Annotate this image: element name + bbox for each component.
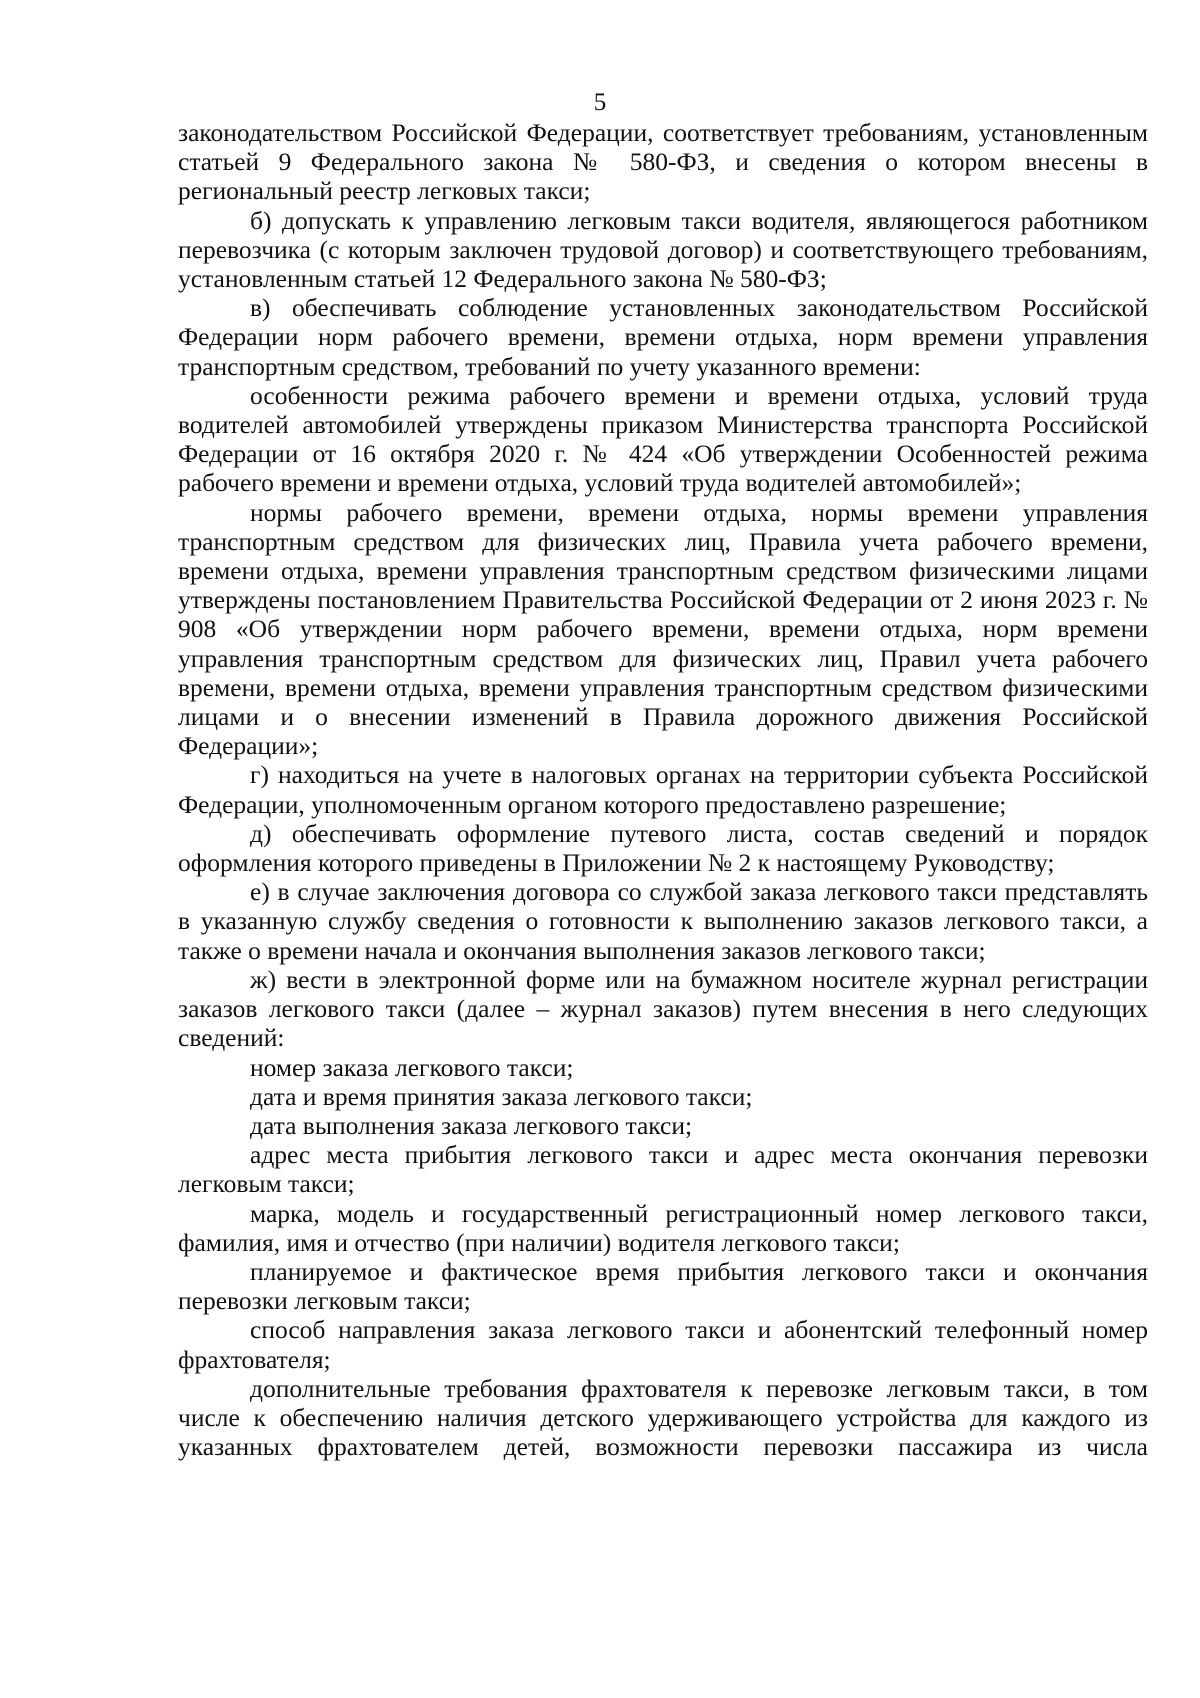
paragraph-item-zh: ж) вести в электронной форме или на бумажном носителе журнал регистрации заказов легкового такси (далее – журнал заказов) путем внесения в него следующих сведений: (178, 964, 1148, 1053)
list-item-order-method: способ направления заказа легкового такси и абонентский телефонный номер фрахтователя; (178, 1315, 1148, 1374)
paragraph-item-v: в) обеспечивать соблюдение установленных законодательством Российской Федерации норм рабочего времени, времени отдыха, норм времени управления транспортным средством, требований по учету указанного времени: (178, 293, 1148, 381)
paragraph-item-e: е) в случае заключения договора со службой заказа легкового такси представлять в указанную службу сведения о готовности к выполнению заказов легкового такси, а также о времени начала и окончания выполнения заказов легкового такси; (178, 877, 1148, 965)
paragraph-driver-work-regime: особенности режима рабочего времени и времени отдыха, условий труда водителей автомобилей утверждены приказом Министерства транспорта Российской Федерации от 16 октября 2020 г. № 424 «Об утверждении Особенностей режима рабочего времени и времени отдыха, условий труда водителей автомобилей»; (178, 380, 1148, 498)
list-item-completion-date: дата выполнения заказа легкового такси; (250, 1110, 693, 1140)
paragraph-item-g: г) находиться на учете в налоговых органах на территории субъекта Российской Федерации, уполномоченным органом которого предоставлено разрешение; (178, 760, 1148, 819)
paragraph-item-b: б) допускать к управлению легковым такси водителя, являющегося работником перевозчика (с которым заключен трудовой договор) и соответствующего требованиям, установленным статьей 12 Федерального закона № 580-ФЗ; (178, 205, 1148, 294)
paragraph-continuation: законодательством Российской Федерации, соответствует требованиям, установленным статьей 9 Федерального закона № 580-ФЗ, и сведения о котором внесены в региональный реестр легковых такси; (178, 118, 1148, 206)
page-number: 5 (593, 89, 607, 116)
list-item-additional-requirements: дополнительные требования фрахтователя к перевозке легковым такси, в том числе к обеспечению наличия детского удерживающего устройства для каждого из указанных фрахтователем детей, возможности перевозки пассажира из числа (178, 1373, 1148, 1462)
list-item-arrival-times: планируемое и фактическое время прибытия легкового такси и окончания перевозки легковым такси; (178, 1256, 1148, 1316)
list-item-order-datetime: дата и время принятия заказа легкового такси; (250, 1081, 753, 1111)
paragraph-item-d: д) обеспечивать оформление путевого листа, состав сведений и порядок оформления которого приведены в Приложении № 2 к настоящему Руководству; (178, 818, 1148, 878)
list-item-addresses: адрес места прибытия легкового такси и адрес места окончания перевозки легковым такси; (178, 1140, 1148, 1199)
list-item-order-number: номер заказа легкового такси; (250, 1052, 574, 1082)
document-body (178, 118, 1148, 1461)
list-item-vehicle-driver: марка, модель и государственный регистрационный номер легкового такси, фамилия, имя и отчество (при наличии) водителя легкового такси; (178, 1198, 1148, 1257)
paragraph-working-time-norms: нормы рабочего времени, времени отдыха, нормы времени управления транспортным средством для физических лиц, Правила учета рабочего времени, времени отдыха, времени управления транспортным средством физическими лицами утверждены постановлением Правительства Российской Федерации от 2 июня 2023 г. № 908 «Об утверждении норм рабочего времени, времени отдыха, норм времени управления транспортным средством для физических лиц, Правил учета рабочего времени, времени отдыха, времени управления транспортным средством физическими лицами и о внесении изменений в Правила дорожного движения Российской Федерации»; (178, 497, 1148, 761)
